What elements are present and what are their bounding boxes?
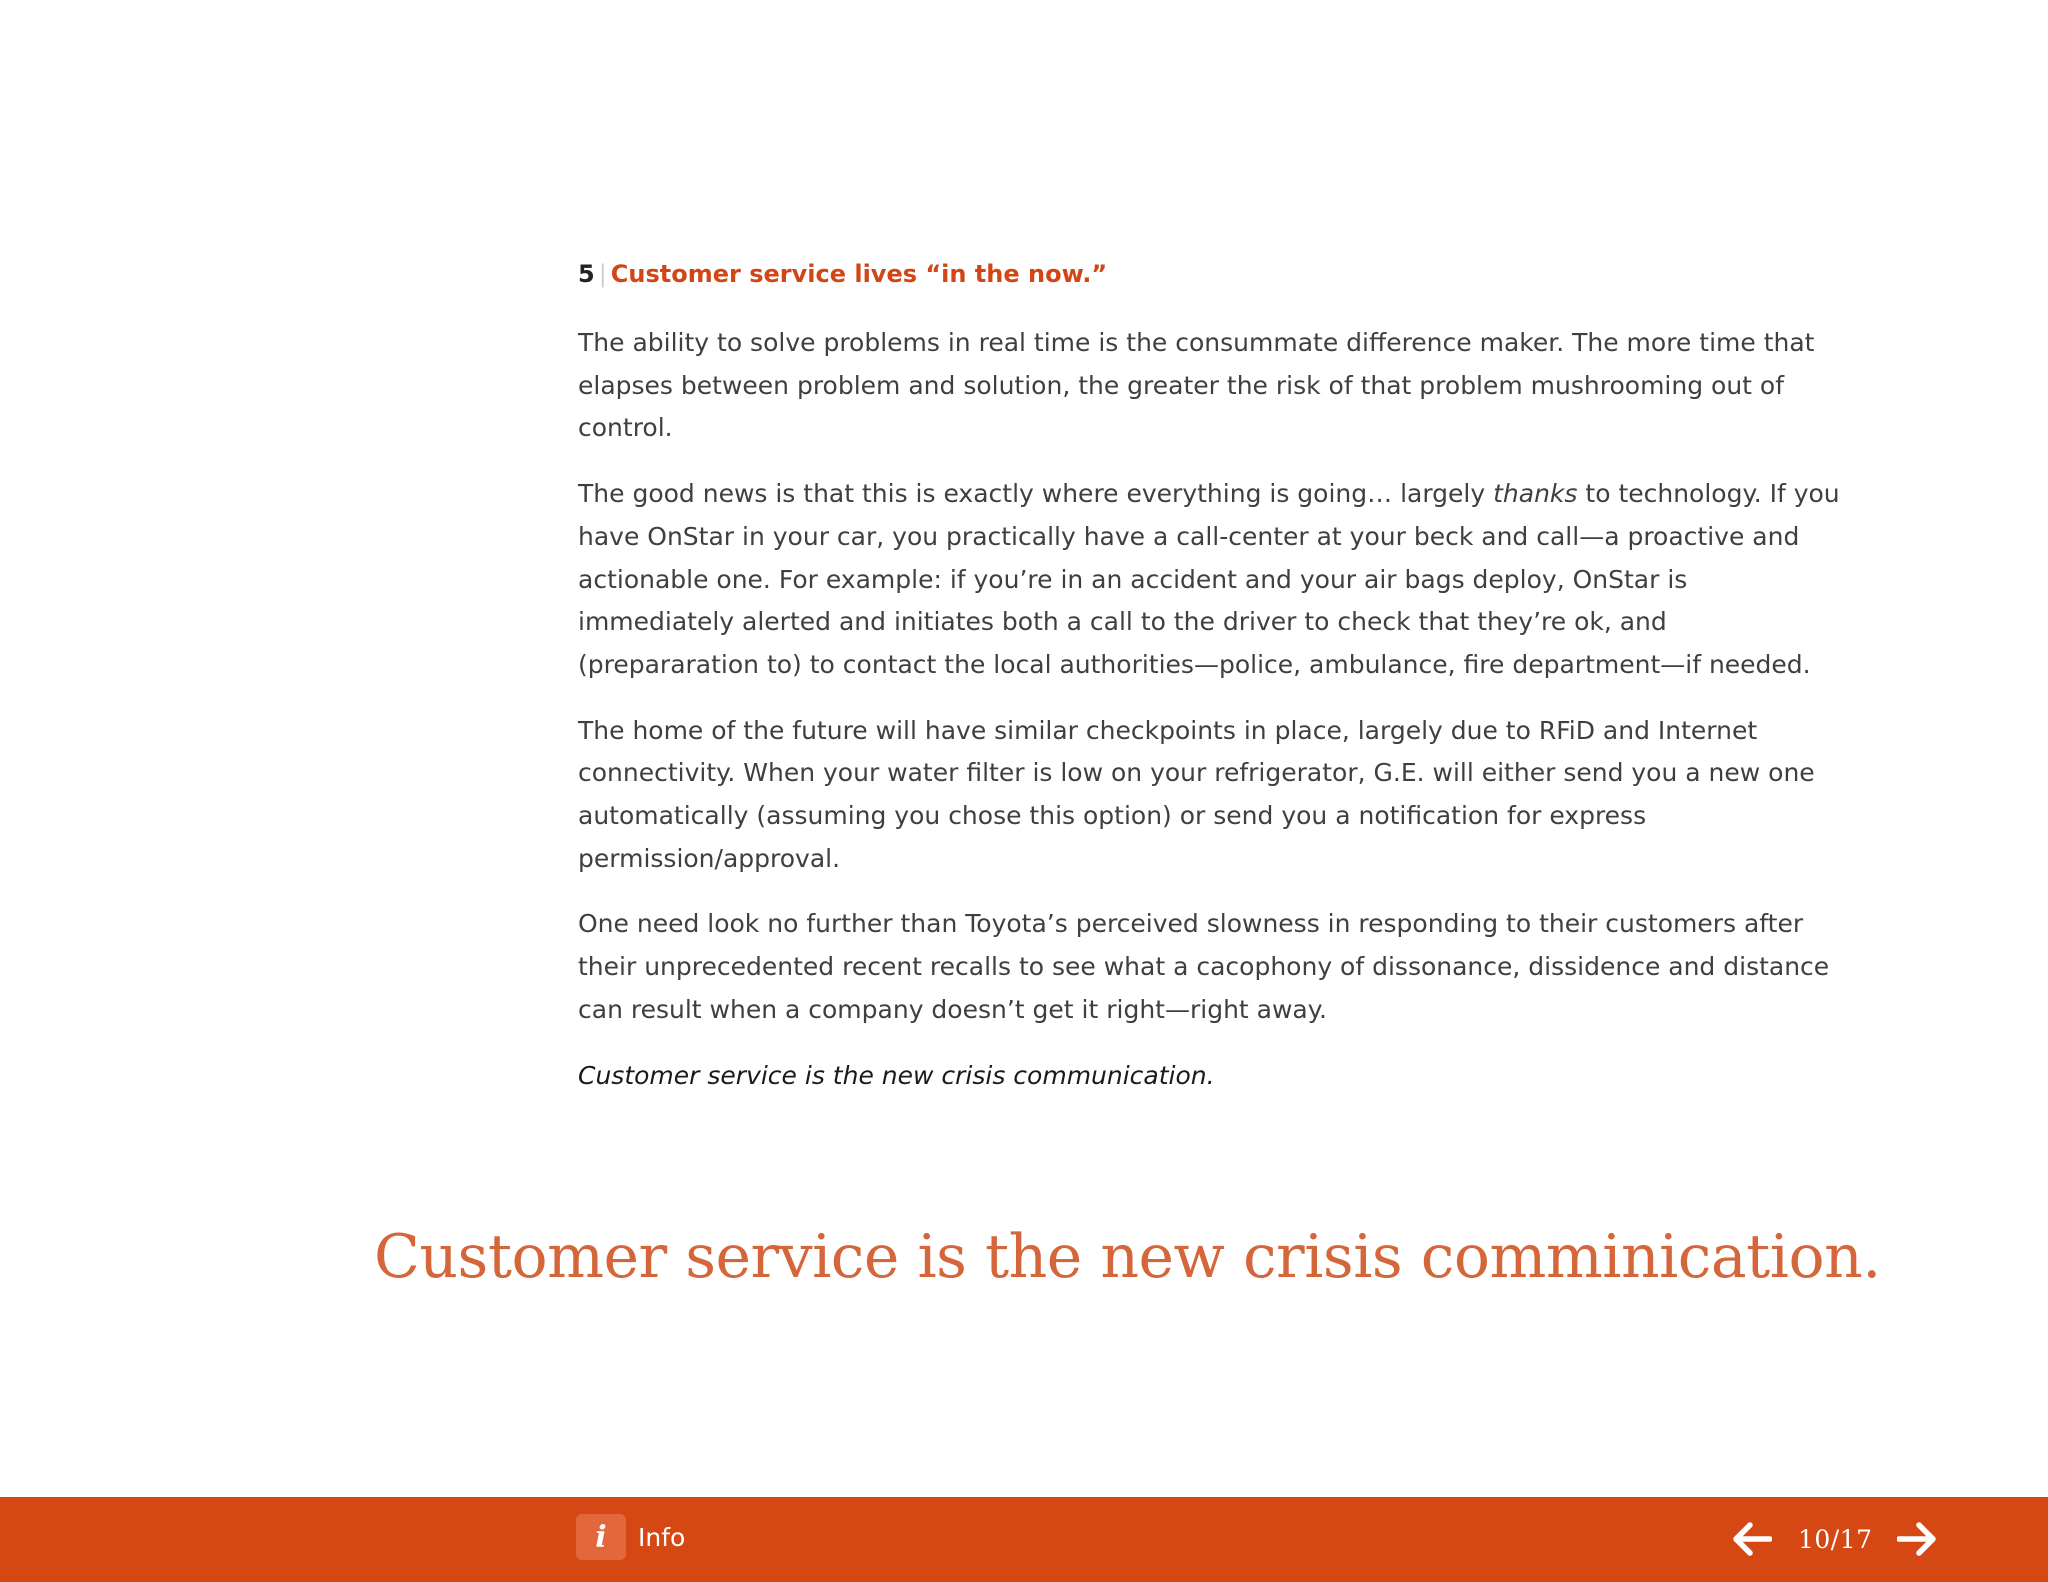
paragraph-onstar-text-end: to technology. If you have OnStar in your car, you practically have a call-center at your beck and call—a proactive and actionable one. For example: if you’re in an accident and your air bags deploy, OnStar is immediately alerted and initiates both a call to the driver to check that they’re ok, and (prepararation to) to contact the local authorities—police, ambulance, fire department—if needed. [578, 479, 1840, 679]
section-separator: | [598, 260, 607, 288]
info-icon: i [576, 1514, 626, 1560]
paragraph-realtime: The ability to solve problems in real time is the consummate difference maker. The more time that elapses between problem and solution, the greater the risk of that problem mushrooming out of control. [578, 328, 1815, 443]
info-button[interactable] [576, 1514, 685, 1560]
closing-statement: Customer service is the new crisis communication. [578, 1060, 1215, 1090]
page-indicator: 10/17 [1798, 1524, 1873, 1554]
footer-bar [0, 1497, 2048, 1582]
prev-page-button[interactable] [1730, 1517, 1774, 1561]
next-page-button[interactable] [1895, 1517, 1939, 1561]
section-heading [578, 256, 1876, 292]
paragraph-onstar-emphasis: thanks [1493, 479, 1578, 509]
page-navigation [1730, 1515, 1939, 1563]
arrow-right-icon [1897, 1521, 1937, 1557]
section-number: 5 [578, 260, 595, 288]
pull-quote: Customer service is the new crisis comminication. [374, 1222, 1881, 1292]
section-title: Customer service lives “in the now.” [610, 260, 1108, 288]
arrow-left-icon [1732, 1521, 1772, 1557]
paragraph-toyota: One need look no further than Toyota’s perceived slowness in responding to their customers after their unprecedented recent recalls to see what a cacophony of dissonance, dissidence and distance can result when a company doesn’t get it right—right away. [578, 909, 1830, 1024]
info-label: Info [638, 1522, 686, 1552]
paragraph-home-future: The home of the future will have similar checkpoints in place, largely due to RFiD and Internet connectivity. When your water filter is low on your refrigerator, G.E. will either send you a new one automatically (assuming you chose this option) or send you a notification for express permission/approval. [578, 715, 1815, 873]
article [576, 256, 1876, 1097]
paragraph-onstar [578, 473, 1848, 687]
paragraph-onstar-text-start: The good news is that this is exactly where everything is going… largely [578, 479, 1494, 509]
